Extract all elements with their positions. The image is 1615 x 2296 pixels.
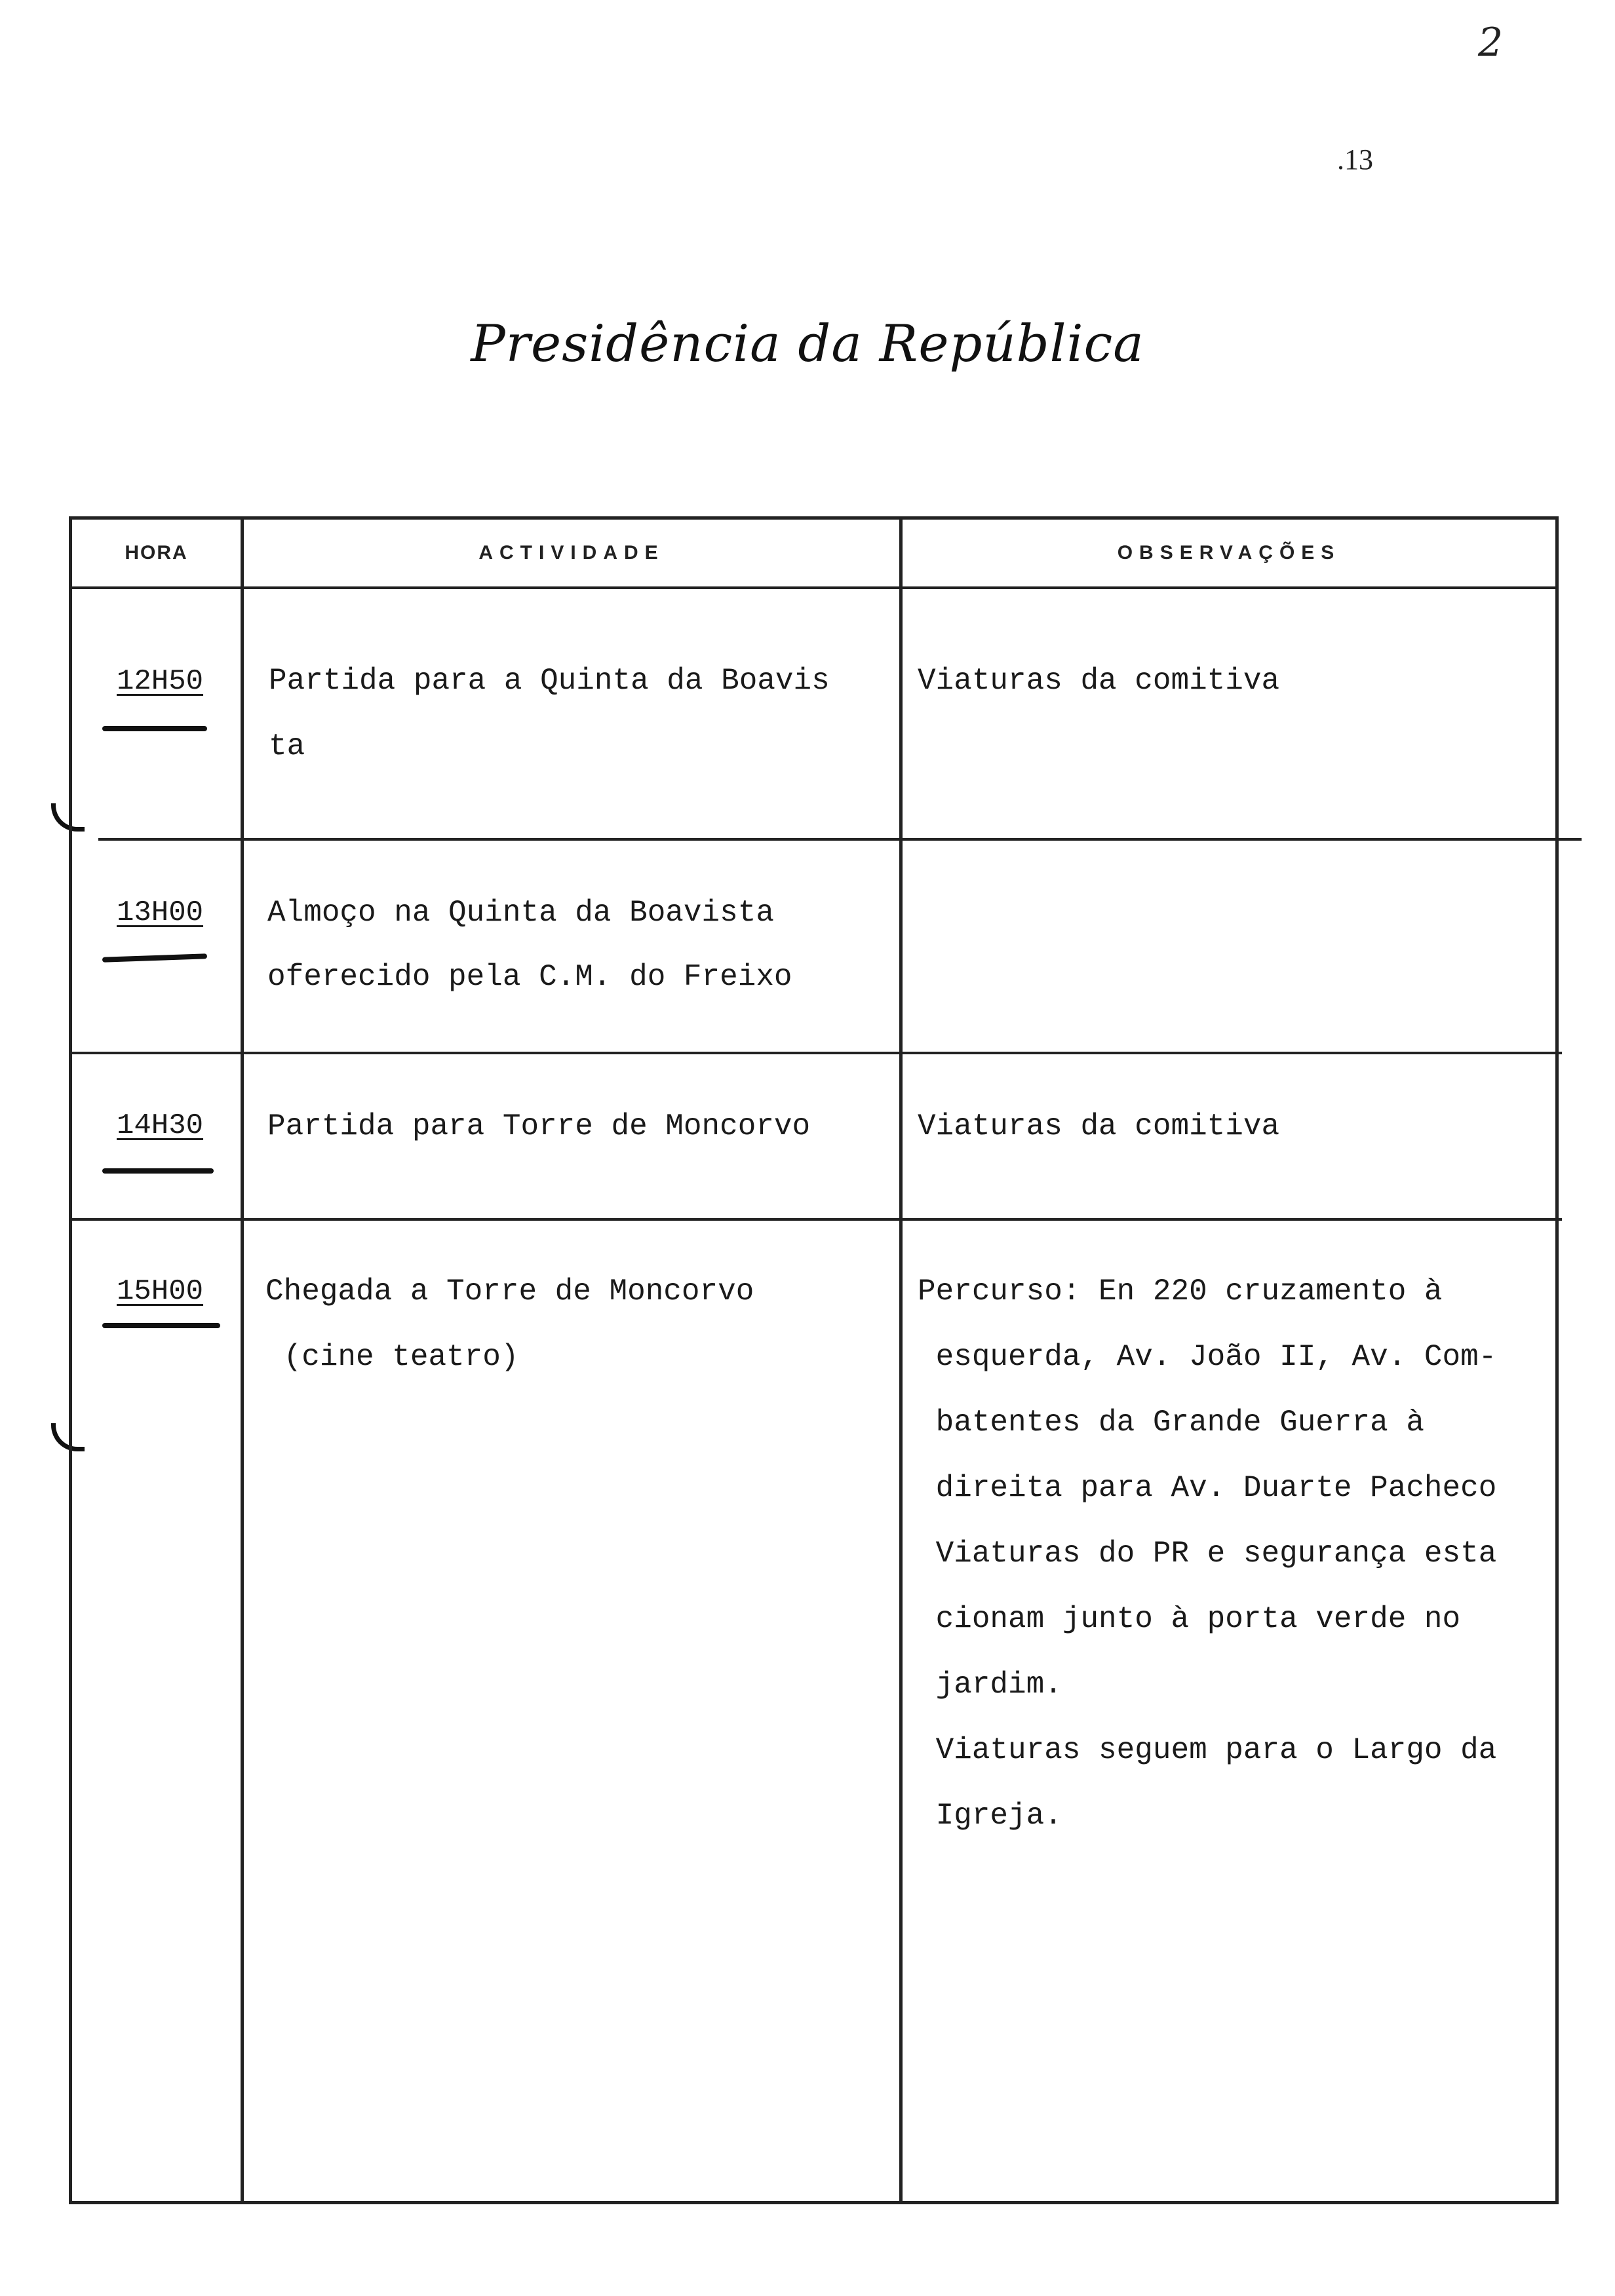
row-3-time: 14H30 xyxy=(117,1109,204,1142)
row-1-time: 12H50 xyxy=(117,665,204,698)
row-4-observation-line-3: batentes da Grande Guerra à xyxy=(918,1406,1424,1440)
row-4-observation-line-4: direita para Av. Duarte Pacheco xyxy=(918,1471,1497,1505)
header-hora: HORA xyxy=(125,542,188,564)
row-4-activity-line-1: Chegada a Torre de Moncorvo xyxy=(265,1274,754,1309)
row-3-ink-mark xyxy=(102,1168,214,1174)
row-divider-2 xyxy=(72,1052,1562,1054)
row-3-activity-line-1: Partida para Torre de Moncorvo xyxy=(267,1109,811,1143)
row-4-observation-line-9: Igreja. xyxy=(918,1799,1062,1833)
row-1-activity-line-2: ta xyxy=(269,729,305,763)
row-divider-1 xyxy=(98,838,1582,841)
row-2-time: 13H00 xyxy=(117,896,204,929)
row-1-observation-line-1: Viaturas da comitiva xyxy=(918,664,1280,698)
column-divider-2 xyxy=(899,520,903,2201)
header-actividade: ACTIVIDADE xyxy=(478,542,665,564)
handwritten-page-number: 2 xyxy=(1478,20,1504,66)
page-number: .13 xyxy=(1337,144,1373,176)
header-divider xyxy=(72,586,1555,589)
letterhead-title: Presidência da República xyxy=(471,315,1144,373)
row-4-activity-line-2: (cine teatro) xyxy=(265,1340,519,1374)
row-4-ink-mark xyxy=(102,1323,220,1328)
column-divider-1 xyxy=(241,520,244,2201)
row-1-activity-line-1: Partida para a Quinta da Boavis xyxy=(269,664,830,698)
row-4-observation-line-5: Viaturas do PR e segurança esta xyxy=(918,1537,1497,1571)
row-1-ink-mark xyxy=(102,726,207,731)
row-divider-3 xyxy=(72,1218,1562,1221)
header-observacoes: OBSERVAÇÕES xyxy=(1117,542,1341,564)
row-4-observation-line-7: jardim. xyxy=(918,1668,1062,1702)
row-4-observation-line-1: Percurso: En 220 cruzamento à xyxy=(918,1274,1443,1309)
row-4-observation-line-6: cionam junto à porta verde no xyxy=(918,1602,1461,1636)
row-2-ink-mark xyxy=(102,953,207,963)
row-2-activity-line-2: oferecido pela C.M. do Freixo xyxy=(267,960,792,994)
row-3-observation-line-1: Viaturas da comitiva xyxy=(918,1109,1280,1143)
row-4-observation-line-8: Viaturas seguem para o Largo da xyxy=(918,1733,1497,1767)
row-4-time: 15H00 xyxy=(117,1275,204,1308)
schedule-table xyxy=(69,516,1559,2204)
row-4-observation-line-2: esquerda, Av. João II, Av. Com- xyxy=(918,1340,1497,1374)
row-2-activity-line-1: Almoço na Quinta da Boavista xyxy=(267,896,774,930)
